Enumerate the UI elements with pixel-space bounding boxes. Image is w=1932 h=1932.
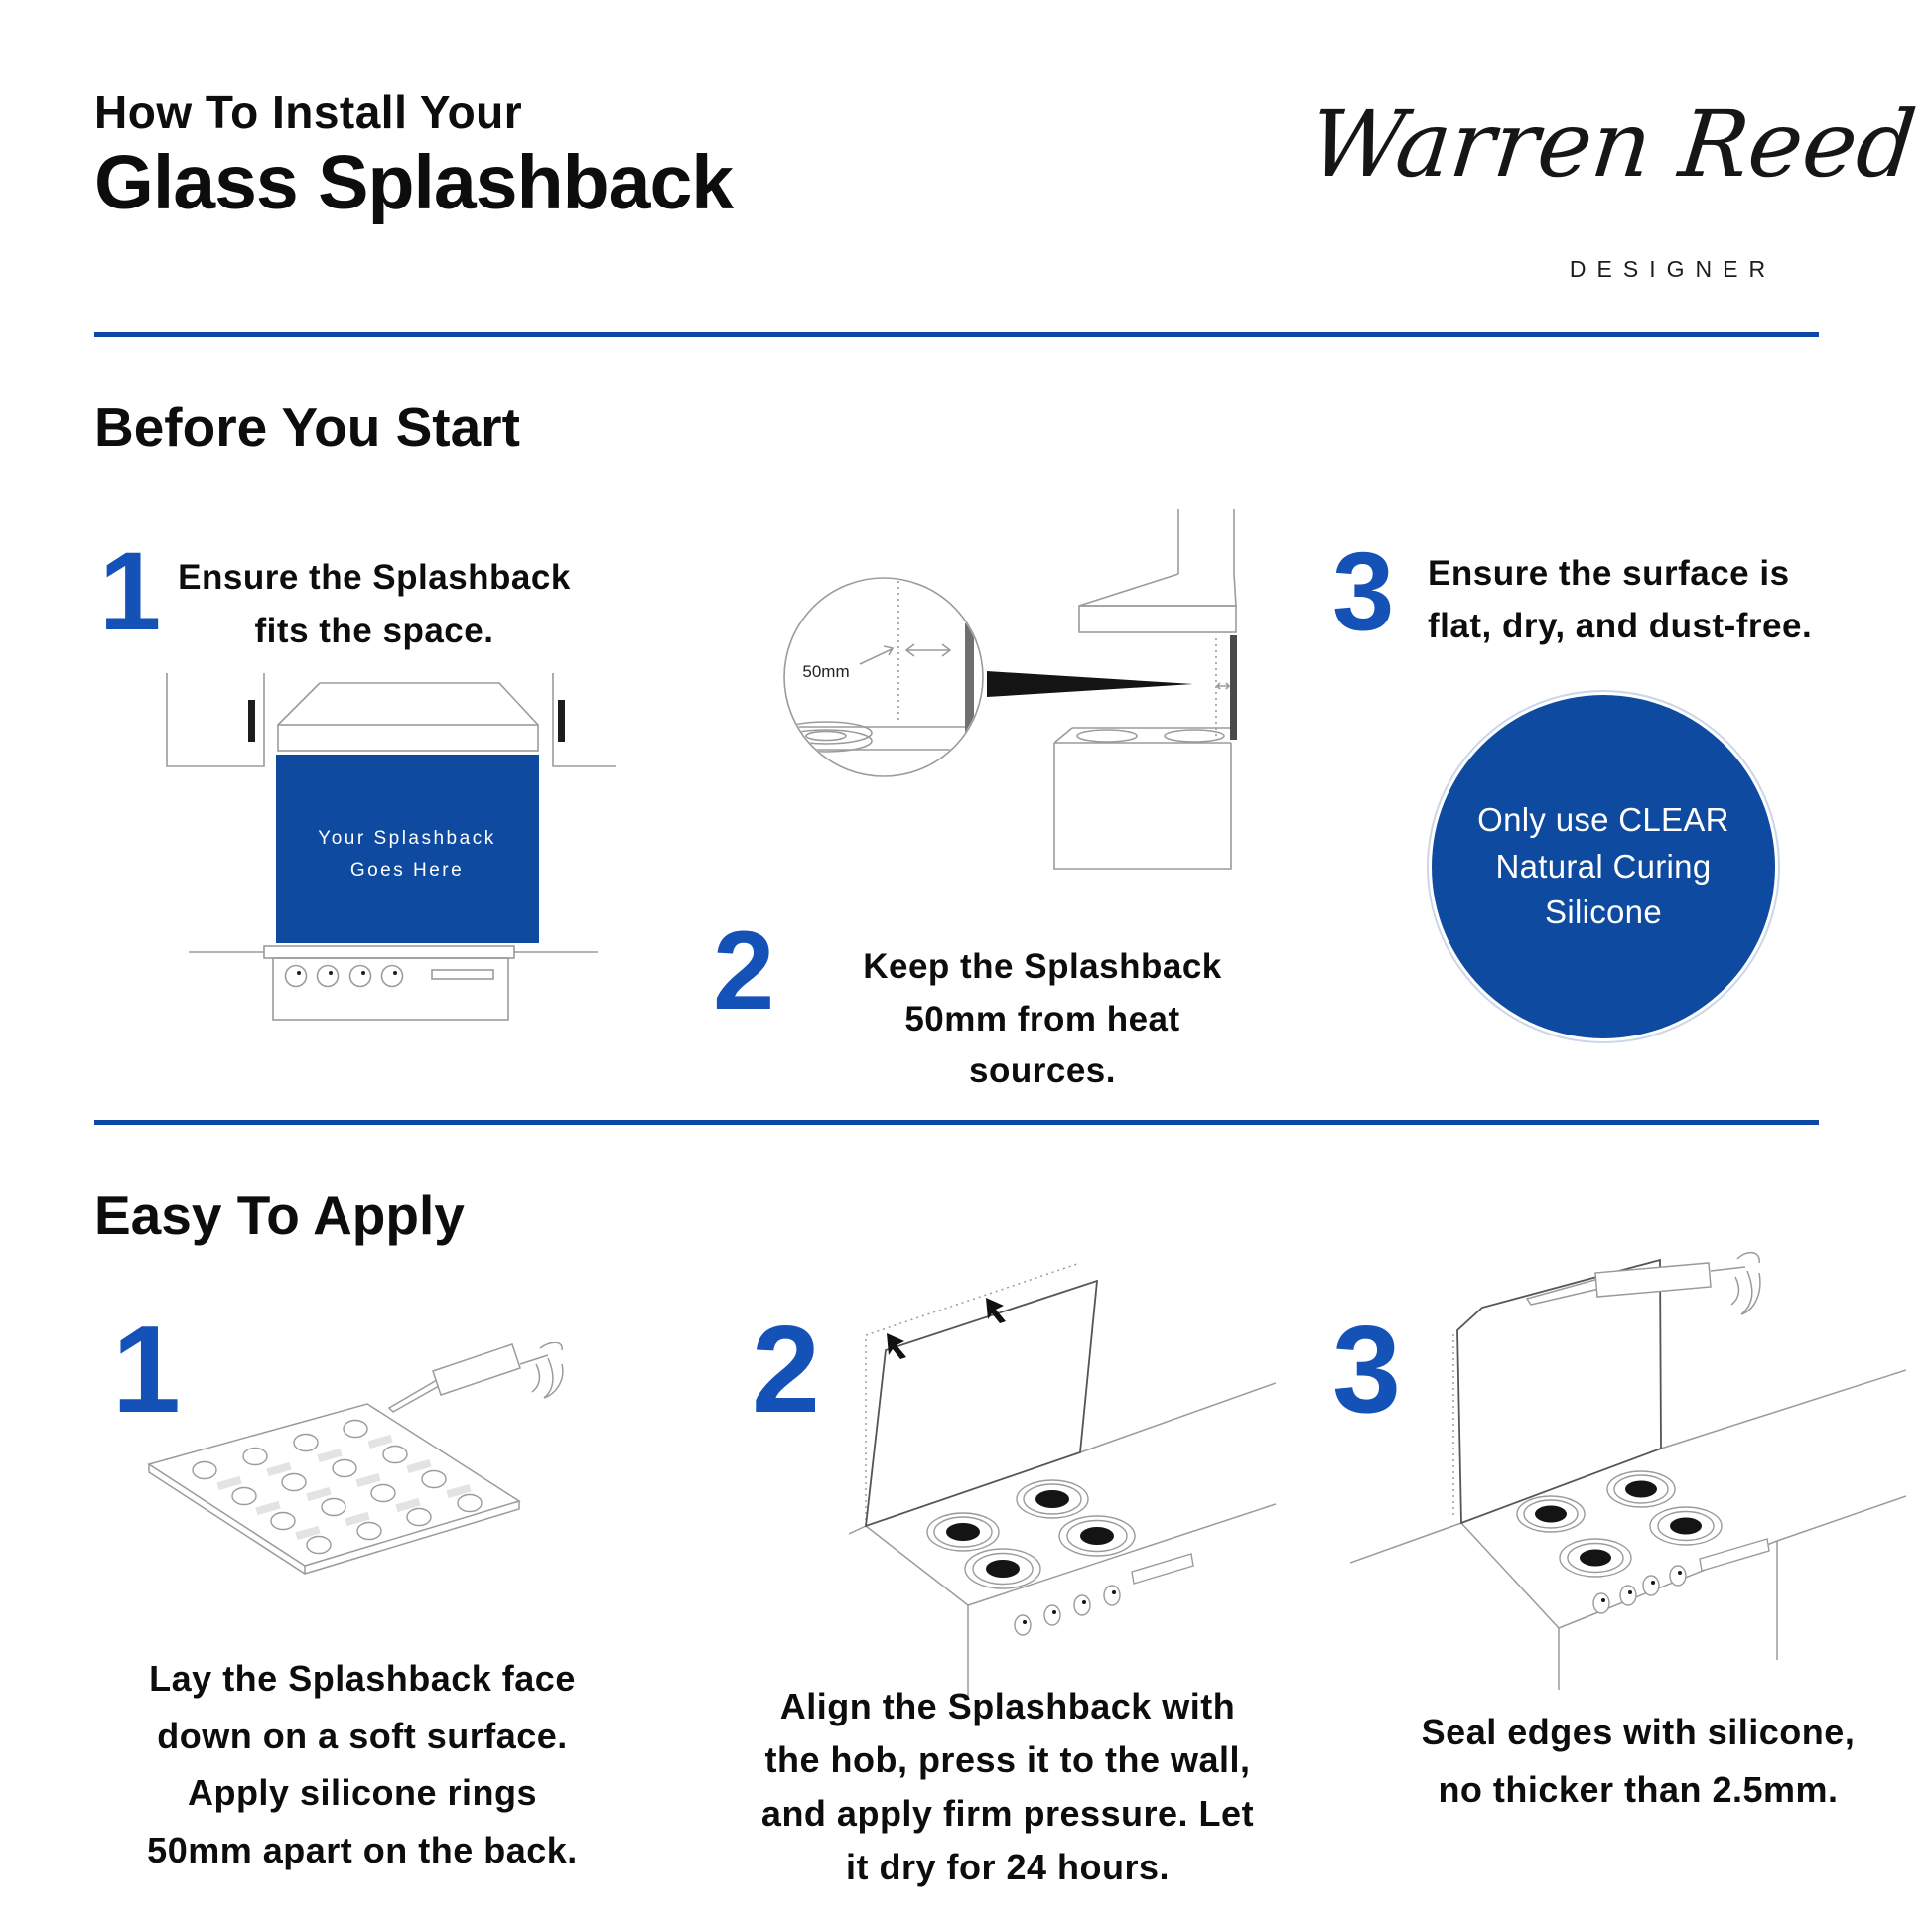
apply-caption-3-line1: Seal edges with silicone,	[1421, 1712, 1856, 1752]
step-number-3: 3	[1332, 529, 1395, 653]
apply-caption-2-line1: Align the Splashback with	[779, 1686, 1236, 1726]
step-text-3	[1428, 548, 1904, 652]
control-knobs	[1015, 1554, 1193, 1635]
hob-burners	[927, 1480, 1135, 1588]
step-text-1-line1: Ensure the Splashback	[178, 558, 571, 597]
splashback-placeholder-label-line2: Goes Here	[349, 860, 465, 881]
apply-step-number-3: 3	[1332, 1302, 1401, 1439]
silicone-note-badge	[1432, 695, 1775, 1038]
splashback-edge	[965, 623, 974, 748]
silicone-note-line2: Natural Curing	[1495, 847, 1712, 885]
apply-caption-3	[1380, 1704, 1896, 1818]
splashback-placeholder-label-line1: Your Splashback	[318, 828, 496, 849]
cabinet-handle-icon	[248, 700, 255, 742]
page-title-line2: Glass Splashback	[94, 140, 734, 225]
section-heading-easy-to-apply: Easy To Apply	[94, 1184, 465, 1246]
silicone-note-line3: Silicone	[1545, 894, 1662, 931]
brand-signature: Warren Reed	[1305, 91, 1921, 198]
brand-logo	[1305, 91, 1921, 198]
apply-caption-3-line2: no thicker than 2.5mm.	[1438, 1768, 1839, 1810]
diagram-align-press	[849, 1256, 1276, 1703]
cooker-box	[1054, 728, 1231, 869]
apply-step-number-2: 2	[752, 1302, 820, 1439]
step-text-1-line2: fits the space.	[254, 612, 494, 651]
apply-caption-2-line2: the hob, press it to the wall,	[764, 1739, 1251, 1780]
apply-caption-1	[84, 1650, 640, 1878]
apply-caption-1-line3: Apply silicone rings	[187, 1772, 538, 1814]
section-divider	[94, 1120, 1819, 1125]
cooker-hood-icon	[278, 683, 538, 725]
gap-measure-label: 50mm	[802, 662, 850, 681]
step-text-2	[794, 941, 1291, 1098]
step-text-2-line1: Keep the Splashback	[863, 947, 1222, 986]
apply-caption-1-line4: 50mm apart on the back.	[147, 1829, 578, 1870]
brand-subtitle: DESIGNER	[1569, 256, 1777, 282]
step-number-1: 1	[99, 529, 162, 653]
magnifier-pointer-icon	[987, 671, 1193, 697]
silicone-note-line1: Only use CLEAR	[1477, 800, 1729, 838]
diagram-fit-space	[149, 667, 655, 1049]
apply-step-number-1: 1	[112, 1302, 181, 1439]
splashback-edge	[1230, 635, 1237, 740]
diagram-seal-edges	[1350, 1243, 1906, 1690]
step-text-3-line2: flat, dry, and dust-free.	[1428, 606, 1813, 645]
splashback-panel	[149, 1404, 519, 1566]
hood-canopy-icon	[1079, 606, 1236, 632]
apply-caption-1-line2: down on a soft surface.	[157, 1715, 568, 1756]
countertop	[264, 946, 514, 958]
splashback-placeholder	[276, 755, 539, 943]
step-text-1	[171, 551, 578, 659]
page-title-line1: How To Install Your	[94, 86, 523, 138]
section-heading-before-you-start: Before You Start	[94, 396, 520, 458]
diagram-apply-silicone	[139, 1342, 655, 1675]
step-number-2: 2	[713, 908, 775, 1033]
apply-caption-2-line3: and apply firm pressure. Let	[760, 1793, 1255, 1834]
hood-chimney-icon	[1178, 509, 1234, 574]
cabinet-handle-icon	[558, 700, 565, 742]
apply-caption-2	[675, 1680, 1340, 1894]
header-divider	[94, 332, 1819, 337]
cooker-front	[273, 958, 508, 1020]
step-text-2-line3: sources.	[969, 1051, 1116, 1090]
apply-caption-1-line1: Lay the Splashback face	[149, 1658, 576, 1699]
apply-caption-2-line4: it dry for 24 hours.	[845, 1847, 1171, 1887]
step-text-3-line1: Ensure the surface is	[1428, 554, 1790, 593]
caulk-gun-icon	[389, 1342, 563, 1412]
step-text-2-line2: 50mm from heat	[904, 999, 1180, 1038]
